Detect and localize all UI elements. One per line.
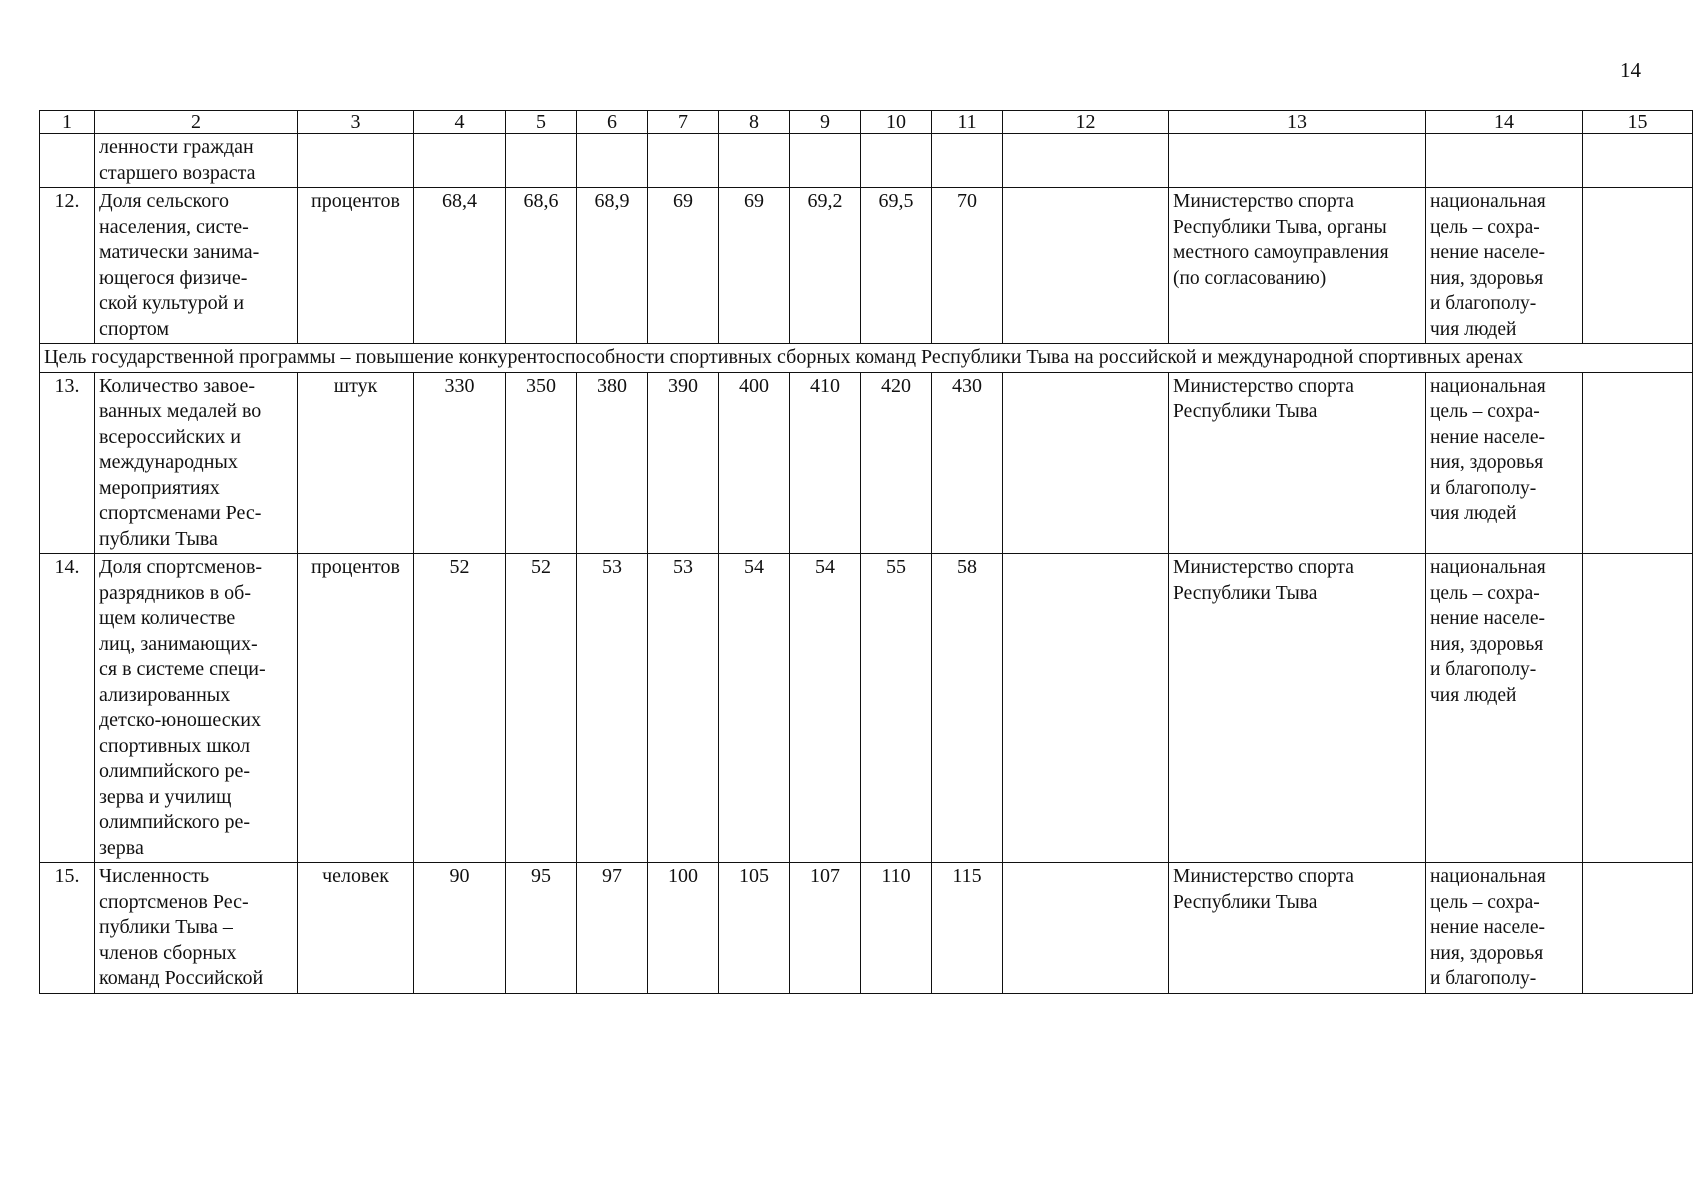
value-cell: 400 — [719, 372, 790, 554]
value-cell: 68,6 — [506, 188, 577, 344]
unit-cell: штук — [298, 372, 414, 554]
header-cell: 14 — [1426, 111, 1583, 134]
value-cell: 115 — [932, 863, 1003, 994]
indicator-name: Доля спортсменов- разрядников в об- щем количестве лиц, занимающих- ся в системе специ- ализированных детско-юношеских спортивных школ олимпийского ре- зерва и училищ олимпийского ре- зерва — [95, 554, 298, 863]
value-cell: 350 — [506, 372, 577, 554]
responsible-cell: Министерство спорта Республики Тыва — [1169, 554, 1426, 863]
row-number: 14. — [40, 554, 95, 863]
value-cell: 55 — [861, 554, 932, 863]
header-cell: 7 — [648, 111, 719, 134]
value-cell: 107 — [790, 863, 861, 994]
header-cell: 1 — [40, 111, 95, 134]
value-cell: 97 — [577, 863, 648, 994]
row-number: 13. — [40, 372, 95, 554]
header-cell: 13 — [1169, 111, 1426, 134]
header-cell: 11 — [932, 111, 1003, 134]
table-row — [40, 372, 1693, 554]
value-cell: 69 — [719, 188, 790, 344]
indicator-name: Доля сельского населения, систе- матически занима- ющегося физиче- ской культурой и спортом — [95, 188, 298, 344]
value-cell: 69,2 — [790, 188, 861, 344]
national-goal-cell: национальная цель – сохра- нение населе- ния, здоровья и благополу- — [1426, 863, 1583, 994]
row-number: 12. — [40, 188, 95, 344]
header-cell: 5 — [506, 111, 577, 134]
value-cell: 69 — [648, 188, 719, 344]
table-row — [40, 188, 1693, 344]
empty-cell — [1583, 372, 1693, 554]
continuation-row — [40, 134, 1693, 188]
value-cell: 54 — [790, 554, 861, 863]
row-number: 15. — [40, 863, 95, 994]
value-cell: 390 — [648, 372, 719, 554]
unit-cell: процентов — [298, 188, 414, 344]
unit-cell: человек — [298, 863, 414, 994]
empty-cell — [1583, 863, 1693, 994]
empty-cell — [1583, 188, 1693, 344]
responsible-cell: Министерство спорта Республики Тыва — [1169, 863, 1426, 994]
indicators-table — [39, 110, 1693, 994]
value-cell: 90 — [414, 863, 506, 994]
value-cell: 430 — [932, 372, 1003, 554]
header-row — [40, 111, 1693, 134]
header-cell: 12 — [1003, 111, 1169, 134]
value-cell: 70 — [932, 188, 1003, 344]
value-cell: 53 — [577, 554, 648, 863]
value-cell: 54 — [719, 554, 790, 863]
responsible-cell: Министерство спорта Республики Тыва, органы местного самоуправления (по согласованию) — [1169, 188, 1426, 344]
header-cell: 8 — [719, 111, 790, 134]
value-cell: 100 — [648, 863, 719, 994]
header-cell: 3 — [298, 111, 414, 134]
responsible-cell: Министерство спорта Республики Тыва — [1169, 372, 1426, 554]
unit-cell: процентов — [298, 554, 414, 863]
header-cell: 9 — [790, 111, 861, 134]
indicator-name: Количество завое- ванных медалей во всероссийских и международных мероприятиях спортсменами Рес- публики Тыва — [95, 372, 298, 554]
national-goal-cell: национальная цель – сохра- нение населе- ния, здоровья и благополу- чия людей — [1426, 554, 1583, 863]
value-cell: 53 — [648, 554, 719, 863]
empty-cell — [1003, 188, 1169, 344]
value-cell: 420 — [861, 372, 932, 554]
value-cell: 52 — [506, 554, 577, 863]
header-cell: 10 — [861, 111, 932, 134]
empty-cell — [1003, 863, 1169, 994]
value-cell: 68,4 — [414, 188, 506, 344]
header-cell: 15 — [1583, 111, 1693, 134]
value-cell: 410 — [790, 372, 861, 554]
header-cell: 2 — [95, 111, 298, 134]
value-cell: 105 — [719, 863, 790, 994]
table-row — [40, 554, 1693, 863]
national-goal-cell: национальная цель – сохра- нение населе- ния, здоровья и благополу- чия людей — [1426, 188, 1583, 344]
indicator-name: ленности граждан старшего возраста — [95, 134, 298, 188]
page-number: 14 — [1620, 58, 1641, 82]
indicator-name: Численность спортсменов Рес- публики Тыва – членов сборных команд Российской — [95, 863, 298, 994]
national-goal-cell: национальная цель – сохра- нение населе- ния, здоровья и благополу- чия людей — [1426, 372, 1583, 554]
value-cell: 68,9 — [577, 188, 648, 344]
value-cell: 110 — [861, 863, 932, 994]
table-row — [40, 863, 1693, 994]
empty-cell — [1003, 372, 1169, 554]
program-goal-row — [40, 344, 1693, 373]
program-goal-text: Цель государственной программы – повышение конкурентоспособности спортивных сборных команд Республики Тыва на российской и международной спортивных аренах — [40, 344, 1693, 373]
value-cell: 330 — [414, 372, 506, 554]
empty-cell — [1583, 554, 1693, 863]
empty-cell — [1003, 554, 1169, 863]
header-cell: 4 — [414, 111, 506, 134]
value-cell: 58 — [932, 554, 1003, 863]
value-cell: 52 — [414, 554, 506, 863]
value-cell: 69,5 — [861, 188, 932, 344]
value-cell: 380 — [577, 372, 648, 554]
value-cell: 95 — [506, 863, 577, 994]
header-cell: 6 — [577, 111, 648, 134]
